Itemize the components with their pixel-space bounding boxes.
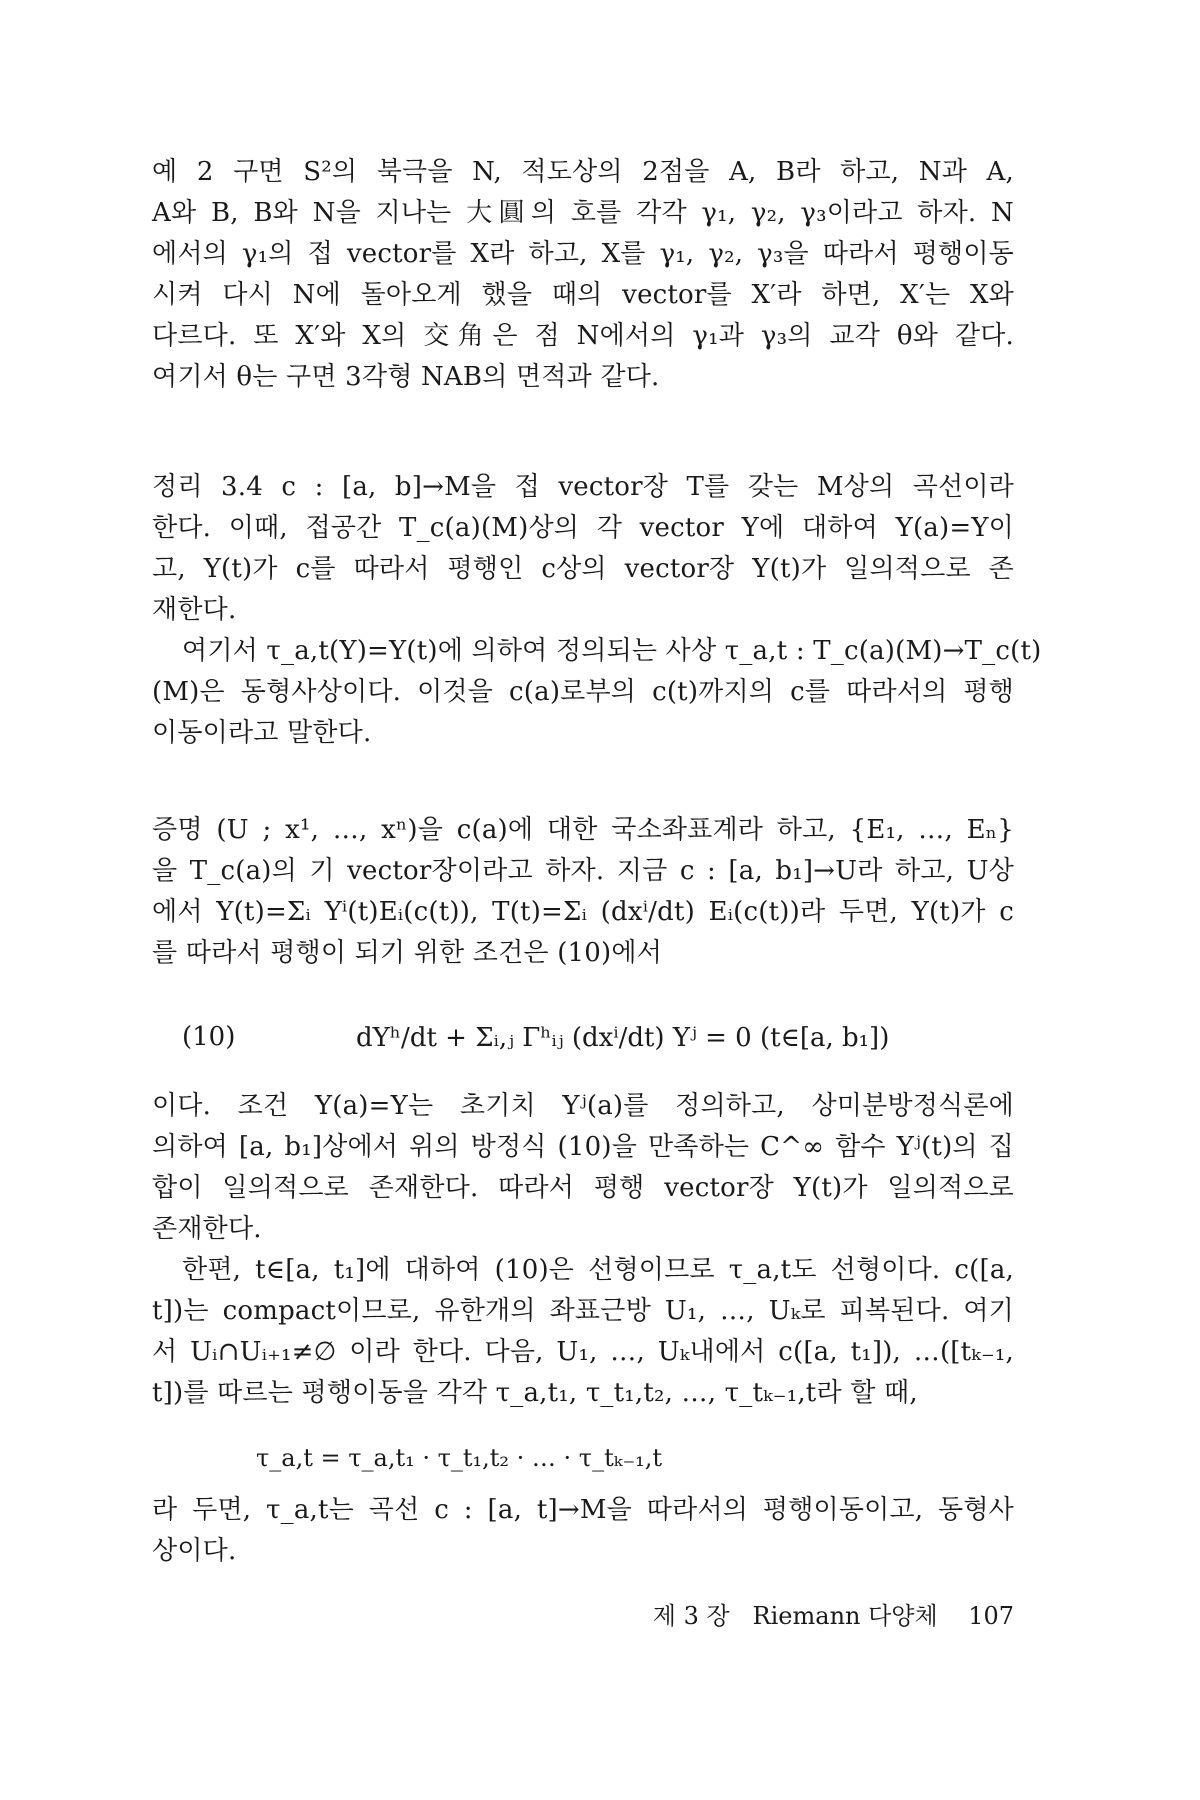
theorem-line: (M)은 동형사상이다. 이것을 c(a)로부의 c(t)까지의 c를 따라서의 평행: [152, 677, 1014, 707]
proof-line: 한편, t∈[a, t₁]에 대하여 (10)은 선형이므로 τ_a,t도 선형이다. c([a,: [182, 1255, 1014, 1285]
theorem-line: 이동이라고 말한다.: [152, 718, 372, 748]
proof: [152, 810, 1014, 974]
proof-continued: [152, 1086, 1014, 1414]
theorem-line: 여기서 τ_a,t(Y)=Y(t)에 의하여 정의되는 사상 τ_a,t : T_c(a)(M)→T_c(t): [182, 636, 1042, 666]
proof-line: 증명 (U ; x¹, …, xⁿ)을 c(a)에 대한 국소좌표계라 하고, {E₁, …, Eₙ}: [152, 815, 1014, 845]
equation-10: dYʰ/dt + Σᵢ,ⱼ Γʰᵢⱼ (dxⁱ/dt) Yʲ = 0 (t∈[a, b₁]): [356, 1023, 890, 1053]
proof-line: 라 두면, τ_a,t는 곡선 c : [a, t]→M을 따라서의 평행이동이고, 동형사: [152, 1495, 1014, 1525]
composition-formula: τ_a,t = τ_a,t₁ · τ_t₁,t₂ · … · τ_tₖ₋₁,t: [256, 1444, 663, 1472]
proof-line: t])를 따르는 평행이동을 각각 τ_a,t₁, τ_t₁,t₂, …, τ_tₖ₋₁,t라 할 때,: [152, 1378, 918, 1408]
proof-final: [152, 1490, 1014, 1572]
theorem-3-4: [152, 467, 1042, 754]
example-line: 여기서 θ는 구면 3각형 NAB의 면적과 같다.: [152, 362, 660, 392]
proof-line: 서 Uᵢ∩Uᵢ₊₁≠∅ 이라 한다. 다음, U₁, …, Uₖ내에서 c([a, t₁]), …([tₖ₋₁,: [152, 1337, 1014, 1367]
page-number: 107: [968, 1602, 1014, 1630]
proof-line: 을 T_c(a)의 기 vector장이라고 하자. 지금 c : [a, b₁]→U라 하고, U상: [152, 856, 1014, 886]
theorem-line: 정리 3.4 c : [a, b]→M을 접 vector장 T를 갖는 M상의 곡선이라: [152, 472, 1014, 502]
proof-line: 를 따라서 평행이 되기 위한 조건은 (10)에서: [152, 938, 663, 968]
chapter-title: Riemann 다양체: [752, 1602, 938, 1630]
equation-number: (10): [182, 1022, 236, 1052]
proof-line: 의하여 [a, b₁]상에서 위의 방정식 (10)을 만족하는 C^∞ 함수 Yʲ(t)의 집: [152, 1132, 1014, 1162]
page-footer: [640, 1596, 1014, 1631]
theorem-line: 재한다.: [152, 595, 237, 625]
proof-line: t])는 compact이므로, 유한개의 좌표근방 U₁, …, Uₖ로 피복된다. 여기: [152, 1296, 1014, 1326]
example-line: 시켜 다시 N에 돌아오게 했을 때의 vector를 X′라 하면, X′는 X와: [152, 280, 1014, 310]
proof-line: 존재한다.: [152, 1214, 262, 1244]
proof-line: 상이다.: [152, 1536, 237, 1566]
proof-line: 이다. 조건 Y(a)=Y는 초기치 Yʲ(a)를 정의하고, 상미분방정식론에: [152, 1091, 1014, 1121]
chapter-label: 제 3 장: [652, 1602, 730, 1630]
example-line: 다르다. 또 X′와 X의 交角은 점 N에서의 γ₁과 γ₃의 교각 θ와 같다.: [152, 321, 1014, 351]
example-line: A와 B, B와 N을 지나는 大圓의 호를 각각 γ₁, γ₂, γ₃이라고 하자. N: [152, 198, 1014, 228]
example-2: [152, 152, 1014, 398]
theorem-line: 고, Y(t)가 c를 따라서 평행인 c상의 vector장 Y(t)가 일의적으로 존: [152, 554, 1014, 584]
proof-line: 에서 Y(t)=Σᵢ Yⁱ(t)Eᵢ(c(t)), T(t)=Σᵢ (dxⁱ/dt) Eᵢ(c(t))라 두면, Y(t)가 c: [152, 897, 1014, 927]
example-line: 예 2 구면 S²의 북극을 N, 적도상의 2점을 A, B라 하고, N과 A,: [152, 157, 1014, 187]
proof-line: 합이 일의적으로 존재한다. 따라서 평행 vector장 Y(t)가 일의적으로: [152, 1173, 1014, 1203]
theorem-line: 한다. 이때, 접공간 T_c(a)(M)상의 각 vector Y에 대하여 Y(a)=Y이: [152, 513, 1014, 543]
example-line: 에서의 γ₁의 접 vector를 X라 하고, X를 γ₁, γ₂, γ₃을 따라서 평행이동: [152, 239, 1014, 269]
